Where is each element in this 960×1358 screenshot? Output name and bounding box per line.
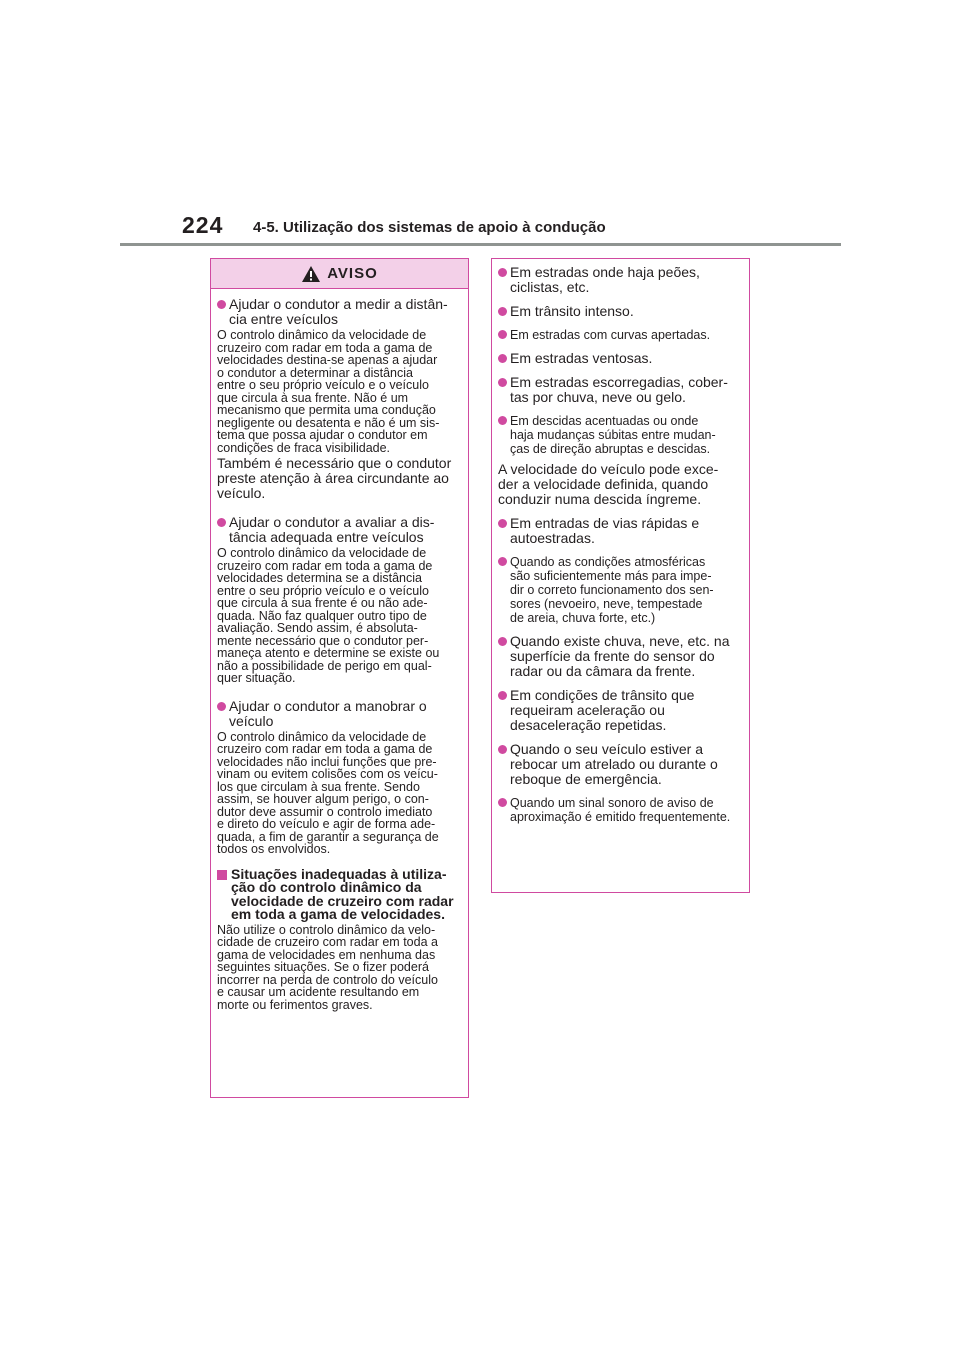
situation-item: Em estradas ventosas. (498, 351, 743, 366)
situation-note: A velocidade do veículo pode exce- der a velocidade definida, quando conduzir numa descida íngreme. (498, 461, 719, 507)
situation-item: Em trânsito intenso. (498, 304, 743, 319)
header-rule (120, 243, 841, 246)
section-title: 4-5. Utilização dos sistemas de apoio à condução (253, 219, 606, 236)
situation-item: Quando as condições atmosféricas são suficientemente más para impe- dir o correto funcionamento dos sen- sores (nevoeiro, neve, tempestade de areia, chuva forte, etc.) (498, 555, 743, 625)
warning-item-text: O controlo dinâmico da velocidade de cruzeiro com radar em toda a gama de velocidades não inclui funções que pre- vinam ou evitem colisões com os veícu- los que circulam à sua frente. Sendo assim, se houver algum perigo, o con- dutor deve assumir o controlo imediato e direto do veículo e agir de forma ade- quada, a fim de garantir a segurança de todos os envolvidos. (217, 729, 439, 856)
warning-item-text: O controlo dinâmico da velocidade de cruzeiro com radar em toda a gama de velocidades destina-se apenas a ajudar o condutor a determinar a distância entre o seu próprio veículo e o veículo que circula à sua frente. Não é um mecanismo que permita uma condução negligente ou desatenta e não é um sis- tema que possa ajudar o condutor em condições de fraca visibilidade. (217, 328, 440, 455)
warning-item-title: Ajudar o condutor a manobrar o veículo (217, 699, 462, 729)
warning-header (211, 259, 468, 289)
warning-box (210, 258, 469, 1098)
situation-item: Em entradas de vias rápidas e autoestradas. (498, 516, 743, 546)
page-number: 224 (182, 212, 224, 238)
warning-item-text: O controlo dinâmico da velocidade de cruzeiro com radar em toda a gama de velocidades determina se a distância entre o seu próprio veículo e o veículo que circula à sua frente é ou não ade- quada. Não faz qualquer outro tipo de avaliação. Sendo assim, é absoluta- mente necessário que o condutor per- maneça atento e determine se existe ou não a possibilidade de perigo em qual- quer situação. (217, 546, 440, 685)
situations-list (492, 259, 749, 824)
warning-item-title: Ajudar o condutor a medir a distân- cia entre veículos (217, 297, 462, 327)
warning-body (211, 289, 468, 1011)
situation-item: Em estradas onde haja peões, ciclistas, etc. (498, 265, 743, 295)
warning-label: AVISO (327, 265, 378, 282)
spacer (217, 685, 462, 695)
warning-item-title: Ajudar o condutor a avaliar a dis- tância adequada entre veículos (217, 515, 462, 545)
situation-item: Em estradas escorregadias, cober- tas por chuva, neve ou gelo. (498, 375, 743, 405)
spacer (217, 501, 462, 511)
situation-item: Quando um sinal sonoro de aviso de aproximação é emitido frequentemente. (498, 796, 743, 824)
situation-item: Em descidas acentuadas ou onde haja mudanças súbitas entre mudan- ças de direção abruptas e descidas. (498, 414, 743, 456)
situation-item: Quando existe chuva, neve, etc. na superfície da frente do sensor do radar ou da câmara da frente. (498, 634, 743, 679)
situations-box (491, 258, 750, 893)
situation-item: Quando o seu veículo estiver a rebocar um atrelado ou durante o reboque de emergência. (498, 742, 743, 787)
subsection-heading: Situações inadequadas à utiliza- ção do controlo dinâmico da velocidade de cruzeiro com radar em toda a gama de velocidades. (217, 868, 462, 922)
subsection-text: Não utilize o controlo dinâmico da velo- cidade de cruzeiro com radar em toda a gama de velocidades em nenhuma das seguintes situações. Se o fizer poderá incorrer na perda de controlo do veículo e causar um acidente resultando em morte ou ferimentos graves. (217, 922, 438, 1012)
warning-item-text: Também é necessário que o condutor preste atenção à área circundante ao veículo. (217, 455, 452, 501)
situation-item: Em condições de trânsito que requeiram aceleração ou desaceleração repetidas. (498, 688, 743, 733)
situation-item: Em estradas com curvas apertadas. (498, 328, 743, 342)
warning-triangle-icon (301, 265, 321, 283)
